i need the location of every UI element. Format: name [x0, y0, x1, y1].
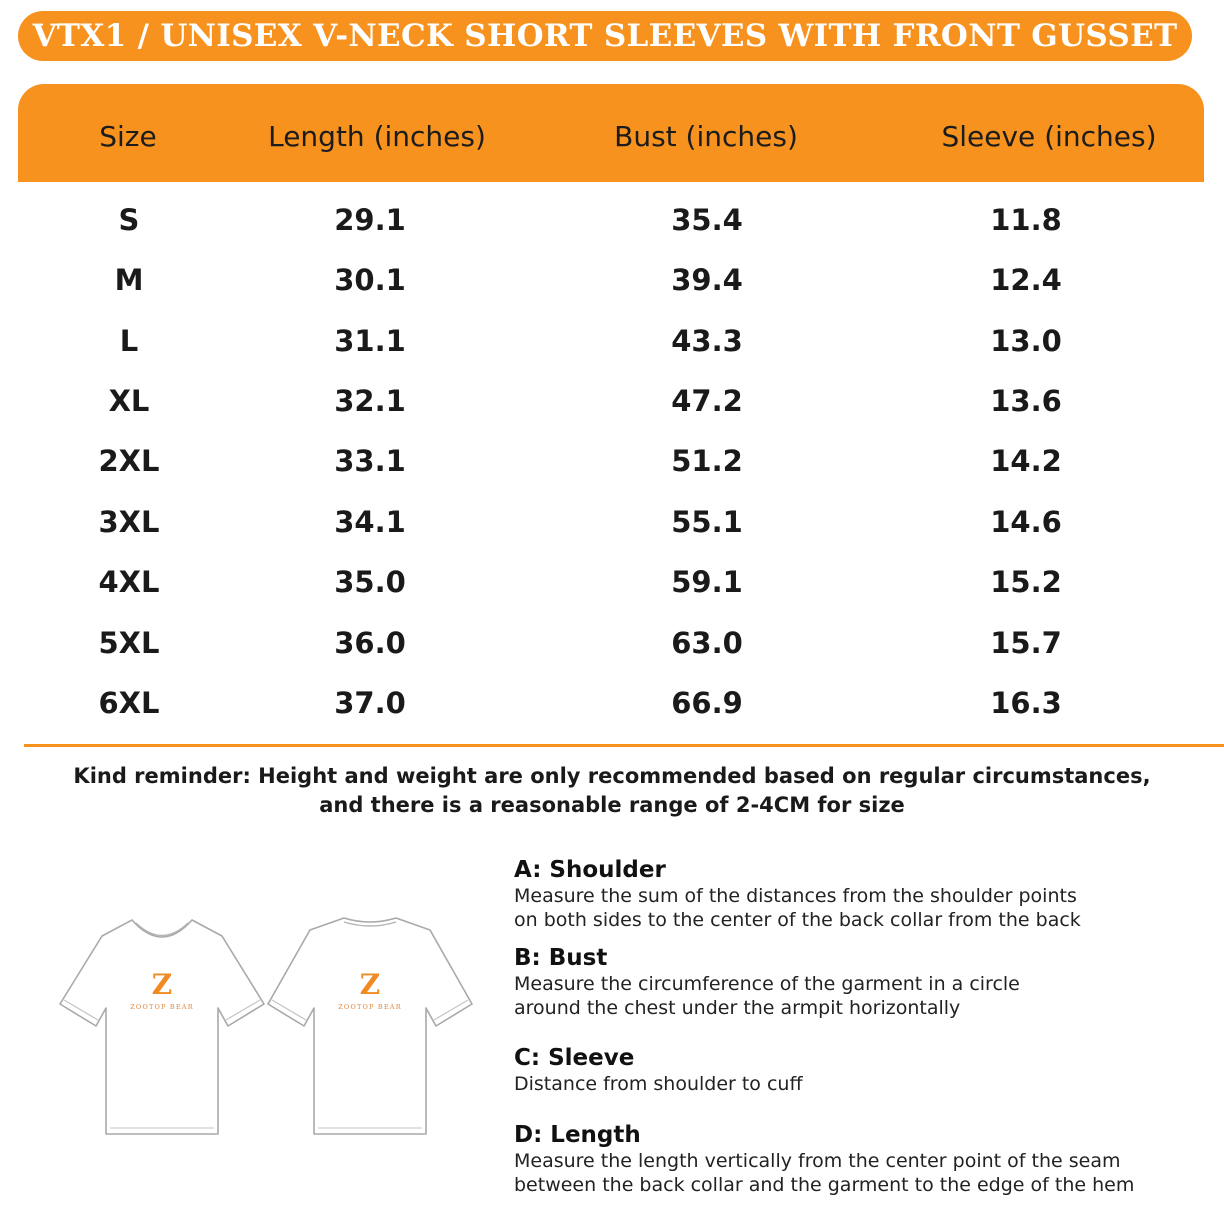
- cell-size: 2XL: [98, 444, 160, 478]
- cell-length: 29.1: [334, 203, 406, 237]
- cell-size: XL: [108, 384, 150, 418]
- cell-size: 4XL: [98, 565, 160, 599]
- table-row: [0, 626, 1224, 686]
- measure-shoulder: [514, 856, 1081, 932]
- cell-bust: 66.9: [671, 686, 743, 720]
- cell-length: 34.1: [334, 505, 406, 539]
- table-row: [0, 505, 1224, 565]
- table-header: [18, 84, 1204, 182]
- cell-length: 30.1: [334, 263, 406, 297]
- table-row: [0, 565, 1224, 625]
- reminder-line: Kind reminder: Height and weight are only recommended based on regular circumstances,: [73, 764, 1151, 788]
- cell-bust: 39.4: [671, 263, 743, 297]
- table-row: [0, 324, 1224, 384]
- reminder-line: and there is a reasonable range of 2-4CM for size: [319, 793, 905, 817]
- table-row: [0, 444, 1224, 504]
- brand-text: ZOOTOP BEAR: [338, 1003, 402, 1011]
- title-banner: [18, 11, 1192, 61]
- measure-sleeve: [514, 1044, 803, 1096]
- cell-bust: 43.3: [671, 324, 743, 358]
- cell-size: 6XL: [98, 686, 160, 720]
- cell-length: 36.0: [334, 626, 406, 660]
- header-length: Length (inches): [268, 120, 486, 153]
- table-row: [0, 686, 1224, 746]
- header-sleeve: Sleeve (inches): [941, 120, 1157, 153]
- cell-length: 37.0: [334, 686, 406, 720]
- cell-bust: 55.1: [671, 505, 743, 539]
- cell-sleeve: 14.6: [990, 505, 1062, 539]
- logo-letter: Z: [359, 968, 381, 1001]
- tshirt-front-icon: [56, 914, 268, 1142]
- measure-text: Measure the sum of the distances from the shoulder points: [514, 885, 1077, 907]
- table-row: [0, 263, 1224, 323]
- cell-sleeve: 13.0: [990, 324, 1062, 358]
- measure-text: Measure the circumference of the garment in a circle: [514, 973, 1020, 995]
- page-title: VTX1 / UNISEX V-NECK SHORT SLEEVES WITH FRONT GUSSET: [32, 18, 1178, 54]
- measure-heading: C: Sleeve: [514, 1045, 635, 1071]
- tshirt-back-icon: [264, 914, 476, 1142]
- cell-length: 31.1: [334, 324, 406, 358]
- cell-bust: 35.4: [671, 203, 743, 237]
- cell-sleeve: 14.2: [990, 444, 1062, 478]
- measure-text: Measure the length vertically from the center point of the seam: [514, 1150, 1121, 1172]
- brand-text: ZOOTOP BEAR: [130, 1003, 194, 1011]
- cell-bust: 59.1: [671, 565, 743, 599]
- cell-size: M: [114, 263, 144, 297]
- measure-text: on both sides to the center of the back collar from the back: [514, 909, 1081, 931]
- cell-sleeve: 12.4: [990, 263, 1062, 297]
- cell-sleeve: 15.2: [990, 565, 1062, 599]
- cell-size: L: [119, 324, 139, 358]
- section-divider: [24, 744, 1224, 747]
- cell-sleeve: 15.7: [990, 626, 1062, 660]
- measure-heading: D: Length: [514, 1122, 641, 1148]
- cell-length: 33.1: [334, 444, 406, 478]
- measure-heading: B: Bust: [514, 945, 608, 971]
- cell-sleeve: 16.3: [990, 686, 1062, 720]
- kind-reminder: [0, 762, 1224, 820]
- header-bust: Bust (inches): [614, 120, 798, 153]
- cell-sleeve: 13.6: [990, 384, 1062, 418]
- measure-length: [514, 1121, 1134, 1197]
- cell-sleeve: 11.8: [990, 203, 1062, 237]
- cell-size: S: [118, 203, 140, 237]
- cell-length: 35.0: [334, 565, 406, 599]
- cell-length: 32.1: [334, 384, 406, 418]
- table-row: [0, 384, 1224, 444]
- cell-bust: 51.2: [671, 444, 743, 478]
- table-row: [0, 203, 1224, 263]
- cell-size: 3XL: [98, 505, 160, 539]
- header-size: Size: [99, 120, 157, 153]
- measure-text: between the back collar and the garment to the edge of the hem: [514, 1174, 1135, 1196]
- measure-text: Distance from shoulder to cuff: [514, 1073, 803, 1095]
- cell-bust: 47.2: [671, 384, 743, 418]
- logo-letter: Z: [151, 968, 173, 1001]
- measure-bust: [514, 944, 1020, 1020]
- cell-bust: 63.0: [671, 626, 743, 660]
- measure-text: around the chest under the armpit horizontally: [514, 997, 961, 1019]
- measure-heading: A: Shoulder: [514, 857, 666, 883]
- cell-size: 5XL: [98, 626, 160, 660]
